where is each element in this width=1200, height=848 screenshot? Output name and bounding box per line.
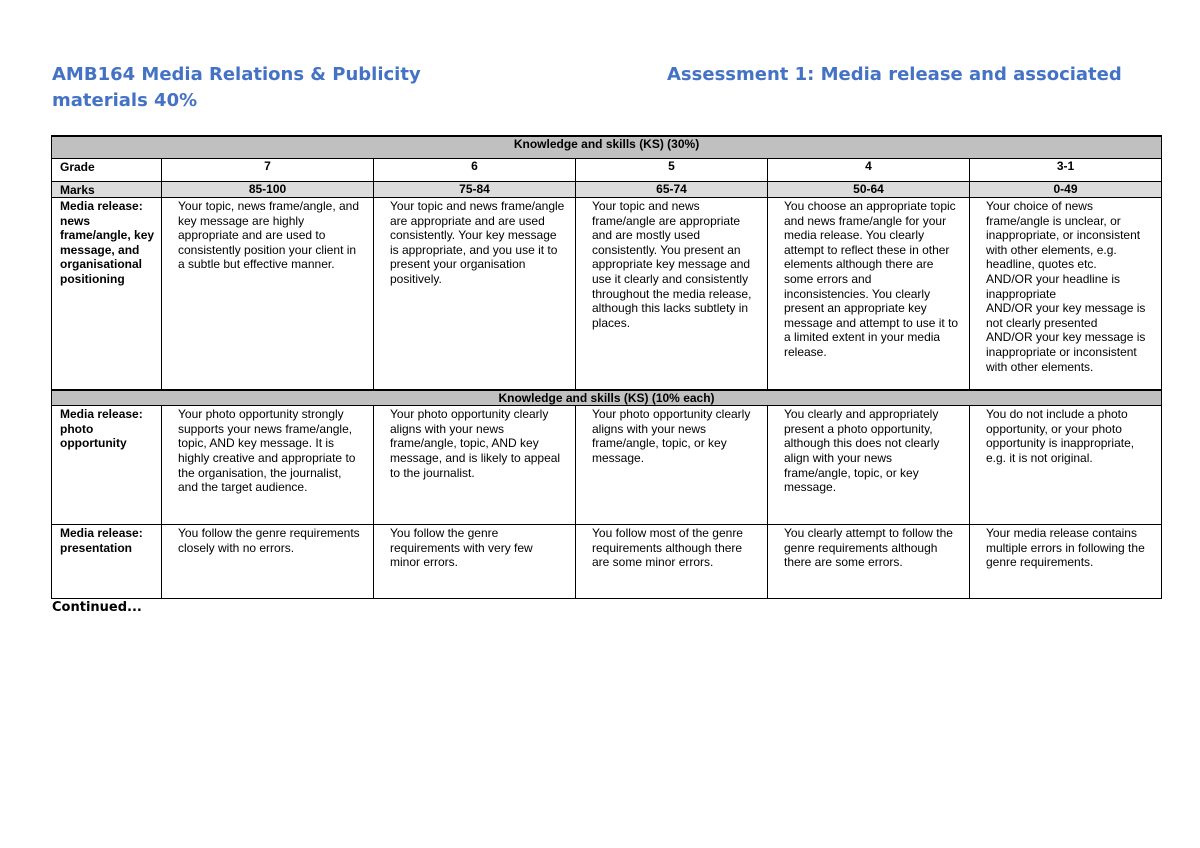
band-heading: Knowledge and skills (KS) (10% each) — [52, 390, 1162, 406]
rubric-cell: Your photo opportunity strongly supports your news frame/angle, topic, AND key message. It is highly creative and appropriate to the organisation, the journalist, and the target audience. — [162, 406, 374, 525]
course-title: AMB164 Media Relations & Publicity materials 40% — [52, 64, 421, 111]
band-heading: Knowledge and skills (KS) (30%) — [52, 136, 1162, 158]
rubric-cell: Your topic and news frame/angle are appropriate and are mostly used consistently. You present an appropriate key message and use it clearly and consistently throughout the media release, although this lacks subtlety in places. — [576, 198, 768, 390]
grade-3-1: 3-1 — [970, 158, 1162, 181]
marks-range: 50-64 — [768, 181, 970, 198]
marks-row — [52, 181, 1162, 198]
rubric-cell: You follow the genre requirements with very few minor errors. — [374, 525, 576, 599]
rubric-cell: Your choice of news frame/angle is unclear, or inappropriate, or inconsistent with other elements, e.g. headline, quotes etc. AND/OR your headline is inappropriate AND/OR your key message is not clearly presented AND/OR your key message is inappropriate or inconsistent with other elements. — [970, 198, 1162, 390]
criterion-label: Media release: news frame/angle, key message, and organisational positioning — [52, 198, 162, 390]
marks-label: Marks — [52, 181, 162, 198]
rubric-cell: You do not include a photo opportunity, or your photo opportunity is inappropriate, e.g. it is not original. — [970, 406, 1162, 525]
grade-5: 5 — [576, 158, 768, 181]
assessment-title: Assessment 1: Media release and associated — [667, 64, 1122, 85]
grade-4: 4 — [768, 158, 970, 181]
criterion-row — [52, 406, 1162, 525]
band-row — [52, 390, 1162, 406]
rubric-cell: Your topic, news frame/angle, and key message are highly appropriate and are used to consistently position your client in a subtle but effective manner. — [162, 198, 374, 390]
continued-note: Continued... — [52, 600, 142, 615]
rubric-cell: Your photo opportunity clearly aligns with your news frame/angle, topic, or key message. — [576, 406, 768, 525]
marks-range: 75-84 — [374, 181, 576, 198]
grade-row — [52, 158, 1162, 181]
criterion-label: Media release: photo opportunity — [52, 406, 162, 525]
marks-range: 0-49 — [970, 181, 1162, 198]
criterion-row — [52, 198, 1162, 390]
grade-7: 7 — [162, 158, 374, 181]
grade-6: 6 — [374, 158, 576, 181]
rubric-cell: Your topic and news frame/angle are appropriate and are used consistently. Your key message is appropriate, and you use it to present your organisation positively. — [374, 198, 576, 390]
rubric-cell: You follow most of the genre requirements although there are some minor errors. — [576, 525, 768, 599]
rubric-cell: Your photo opportunity clearly aligns with your news frame/angle, topic, AND key message, and is likely to appeal to the journalist. — [374, 406, 576, 525]
criterion-row — [52, 525, 1162, 599]
rubric-cell: You clearly and appropriately present a photo opportunity, although this does not clearly align with your news frame/angle, topic, or key message. — [768, 406, 970, 525]
rubric-table — [51, 135, 1162, 599]
rubric-cell: You clearly attempt to follow the genre requirements although there are some errors. — [768, 525, 970, 599]
criterion-label: Media release: presentation — [52, 525, 162, 599]
grade-label: Grade — [52, 158, 162, 181]
rubric-cell: Your media release contains multiple errors in following the genre requirements. — [970, 525, 1162, 599]
rubric-cell: You choose an appropriate topic and news frame/angle for your media release. You clearly attempt to reflect these in other elements although there are some errors and inconsistencies. You clearly present an appropriate key message and attempt to use it to a limited extent in your media release. — [768, 198, 970, 390]
band-row — [52, 136, 1162, 158]
rubric-cell: You follow the genre requirements closely with no errors. — [162, 525, 374, 599]
marks-range: 65-74 — [576, 181, 768, 198]
marks-range: 85-100 — [162, 181, 374, 198]
